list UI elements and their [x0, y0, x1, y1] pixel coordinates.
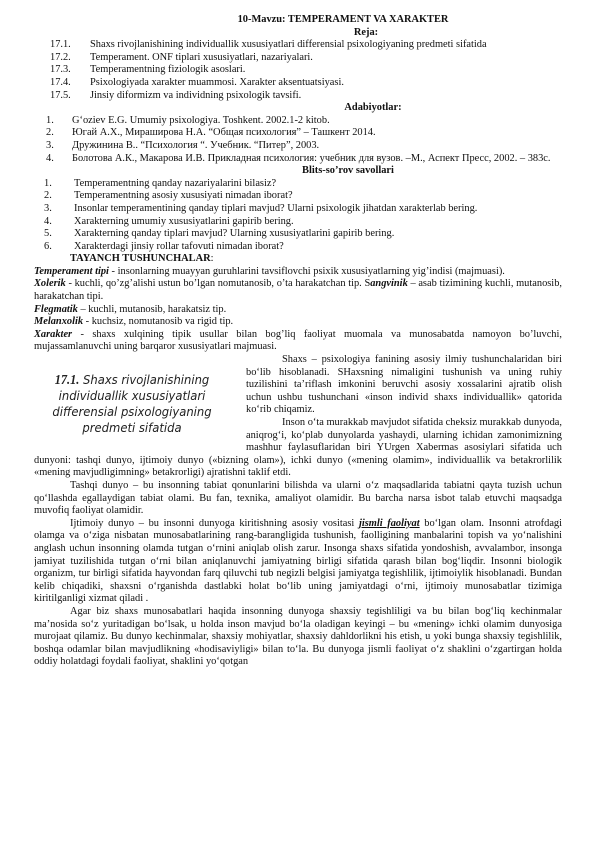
plan-item: 17.5. Jinsiy diformizm va individning psixologik tavsifi. [50, 89, 302, 101]
question-item: 4. Xarakterning umumiy xususiyatlarini gapirib bering. [44, 215, 294, 227]
body-paragraph: Inson o‘ta murakkab mavjudot sifatida cheksiz murakkab dunyoda, aniqrog‘i, ko‘plab dunyolarda yashaydi, ularning ichidan zamonimizning mashhur faylasuflaridan biri YUrgen Xabermas asosiylari sifatida uch dunyoni: tashqi dunyo, ijtimoiy dunyo («bizning olam»), ichki dunyo («mening olamim», individuallik va betakrorlilik «mening mavjudligimning» betakrorligi) ajratishni taklif etdi. [34, 417, 562, 479]
question-item: 2. Temperamentning asosiy xususiyati nimadan iborat? [44, 190, 293, 202]
literature-item: 1. G‘oziev E.G. Umumiy psixologiya. Toshkent. 2002.1-2 kitob. [46, 114, 330, 126]
section-figure [34, 358, 234, 450]
plan-item: 17.1. Shaxs rivojlanishining individuallik xususiyatlari differensial psixologiyaning predmeti sifatida [50, 39, 487, 51]
literature-heading: Adabiyotlar: [344, 102, 402, 114]
definition-flegmatik: Flegmatik – kuchli, mutanosib, harakatsiz tip. [34, 303, 227, 315]
plan-item: 17.2. Temperament. ONF tiplari xususiyatlari, nazariyalari. [50, 51, 313, 63]
plan-item: 17.4. Psixologiyada xarakter muammosi. Xarakter aksentuatsiyasi. [50, 76, 344, 88]
plan-list [34, 39, 562, 102]
literature-list [34, 115, 562, 165]
question-item: 3. Insonlar temperamentining qanday tiplari mavjud? Ularni psixologik jihatdan xarakterlab bering. [44, 202, 478, 214]
question-item: 1. Temperamentning qanday nazariyalarini bilasiz? [44, 177, 277, 189]
body-text [34, 354, 562, 669]
question-item: 5. Xarakterning qanday tiplari mavjud? Ularning xususiyatlarini gapirib bering. [44, 228, 395, 240]
page-title: 10-Mavzu: TEMPERAMENT VA XARAKTER [237, 14, 449, 25]
body-paragraph: Shaxs – psixologiya fanining asosiy ilmiy tushunchalaridan biri bo‘lib hisoblanadi. SHaxsning nimaligini tushunish va uning ruhiy tuzilishini ta’riflash imkonini beruvchi asosiy xossalarini ajratib olish uchun ushbu tushunchani «inson individ shaxs individuallik» qatorida ko‘rib chiqamiz. [246, 354, 562, 416]
question-item: 6. Xarakterdagi jinsiy rollar tafovuti nimadan iborat? [44, 240, 284, 252]
figure-number: 17.1. [54, 372, 80, 388]
plan-heading: Reja: [353, 26, 379, 38]
concepts-heading: TAYANCH TUSHUNCHALAR: [70, 253, 214, 265]
literature-item: 2. Югай А.Х., Мираширова Н.А. “Общая психология” – Ташкент 2014. [46, 127, 376, 139]
body-paragraph: Ijtimoiy dunyo – bu insonni dunyoga kiritishning asosiy vositasi jismli faoliyat bo‘lgan olam. Insonni atrofdagi olamga va o‘ziga nisbatan munosabatlarining rang-barangligida tushunish, faolligining manbalarini topish va yo‘nalishini anglash uchun insonning olamda tutgan o‘rnini aniqlab olish zarur. Insonga shaxs sifatida yondoshish, avvalambor, insonga jamiyat tuzilishida tutgan o‘rni bilan aniqlanuvchi jamiyatning birligi sifatida qarash bilan bog‘liqdir. Insonni biologik organizm, tur birligi sifatida hayvondan farq qiluvchi tub negizli belgisi jamiyatga tegishlilik, ijtimoiylik hisoblanadi. Bundan kelib chiqadiki, shaxsni o‘rganishda dastlabki holat bo‘lib uning jamiyatdagi o‘rni, ijtimoiy munosabatlar tizimiga kiritilganligi xizmat qiladi . [34, 517, 562, 605]
definition-xolerik: Xolerik - kuchli, qo’zg’alishi ustun bo’lgan nomutanosib, o’ta harakatchan tip. Sangvinik – asab tizimining kuchli, mutanosib, harakatchan tipi. [34, 278, 562, 303]
literature-item: 4. Болотова А.К., Макарова И.В. Прикладная психология: учебник для вузов. –М., Аспект Пресс, 2002. – 383с. [46, 152, 551, 164]
definition-temperament: Temperament tipi - insonlarning muayyan guruhlarini tavsiflovchi psixik xususiyatlarning yig’indisi (majmuasi). [34, 265, 505, 277]
figure-caption: Shaxs rivojlanishining individuallik xususiyatlari differensial psixologiyaning predmeti sifatida [52, 372, 212, 436]
plan-item: 17.3. Temperamentning fiziologik asoslari. [50, 64, 246, 76]
question-list [34, 178, 562, 254]
literature-item: 3. Дружинина В.. “Психология “. Учебник. “Питер”, 2003. [46, 139, 320, 151]
definition-melanxolik: Melanxolik - kuchsiz, nomutanosib va rigid tip. [34, 316, 234, 328]
blits-heading: Blits-so’rov savollari [302, 165, 394, 177]
body-paragraph: Agar biz shaxs munosabatlari haqida insonning dunyoga shaxsiy tegishliligi va bu bilan bog‘liq kechinmalar ma’nosida so‘z yuritadigan bo‘lsak, u holda inson mavjud bo‘la oladigan keyingi – bu «mening» ichki olamim dunyosiga murojaat qilamiz. Bu dunyo kechinmalar, shaxsiy mohiyatlar, shaxsiy dahldorlikni his etish, u yoki bunga shaxsiy tegishlilik, boshqa odamlar bilan mavjudlikning «hodisaviyligi» bilan to‘la. Bu dunyoga jismli faoliyat o‘z shaklini o‘zgartirgan holda oddiy holatdagi foydali faoliyat, shaklini yo‘qotgan [34, 605, 562, 668]
body-paragraph: Tashqi dunyo – bu insonning tabiat qonunlarini bilishda va ularni o‘z maqsadlarida tabiatni qayta tuzish uchun qo‘llashda egallaydigan tabiat olami. Bu fan, texnika, amaliyot olamidir. Bu barcha narsa isbot talab etuvchi maqsadga muvofiq faoliyat olamidir. [34, 479, 562, 517]
definition-xarakter: Xarakter - shaxs xulqining tipik usullar bilan bog’liq faoliyat muomala va munosabatda namoyon bo’luvchi, mujassamlanuvchi uning barqaror xususiyatlari majmuasi. [34, 328, 562, 353]
